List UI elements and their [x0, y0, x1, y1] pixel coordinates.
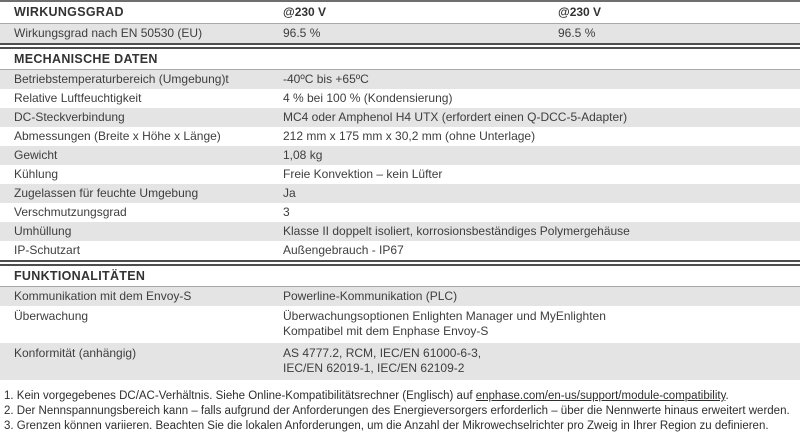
row-label: Umhüllung: [14, 224, 72, 238]
table-row: [0, 241, 800, 260]
footnote-2: 2. Der Nennspannungsbereich kann – falls aufgrund der Anforderungen des Energieversorgers erforderlich – über die Nennwerte hinaus erweitert werden.: [4, 405, 790, 417]
table-row: [0, 89, 800, 108]
footnotes: [0, 389, 800, 434]
column-header-230v-2: @230 V: [558, 5, 602, 19]
row-value: [283, 346, 800, 376]
footnote-1-period: .: [725, 390, 729, 402]
table-row: [0, 306, 800, 343]
row-label: Überwachung: [14, 309, 89, 323]
row-value-2: 96.5 %: [558, 26, 596, 40]
row-value-1: 96.5 %: [283, 26, 321, 40]
row-value: 212 mm x 175 mm x 30,2 mm (ohne Unterlage): [283, 129, 536, 143]
row-label: Zugelassen für feuchte Umgebung: [14, 186, 199, 200]
footnote-1-text: 1. Kein vorgegebenes DC/AC-Verhältnis. Siehe Online-Kompatibilitätsrechner (Englisch) auf: [4, 390, 476, 402]
row-value: Ja: [283, 186, 296, 200]
row-label: Wirkungsgrad nach EN 50530 (EU): [14, 26, 203, 40]
section-title-mechanische-daten: MECHANISCHE DATEN: [14, 52, 158, 66]
table-row: [0, 165, 800, 184]
table-row: [0, 146, 800, 165]
row-value: Freie Konvektion – kein Lüfter: [283, 167, 443, 181]
table-row: [0, 343, 800, 380]
row-value: -40ºC bis +65ºC: [283, 72, 369, 86]
row-value-line-2: IEC/EN 62019-1, IEC/EN 62109-2: [283, 361, 465, 375]
row-value: 3: [283, 205, 290, 219]
row-label: Relative Luftfeuchtigkeit: [14, 91, 142, 105]
table-row: [0, 287, 800, 306]
row-value-line-1: AS 4777.2, RCM, IEC/EN 61000-6-3,: [283, 346, 482, 360]
row-label: Verschmutzungsgrad: [14, 205, 127, 219]
row-label: DC-Steckverbindung: [14, 110, 125, 124]
row-label: Konformität (anhängig): [14, 346, 137, 360]
table-row-efficiency: [0, 24, 800, 43]
table-row: [0, 222, 800, 241]
row-value: 4 % bei 100 % (Kondensierung): [283, 91, 453, 105]
row-value: [283, 309, 800, 339]
row-value-line-2: Kompatibel mit dem Enphase Envoy-S: [283, 324, 489, 338]
row-value: Klasse II doppelt isoliert, korrosionsbeständiges Polymergehäuse: [283, 224, 630, 238]
mechanical-rows: [0, 70, 800, 260]
section-title-wirkungsgrad: WIRKUNGSGRAD: [14, 5, 124, 19]
table-row: [0, 127, 800, 146]
row-value: Powerline-Kommunikation (PLC): [283, 289, 458, 303]
row-value: MC4 oder Amphenol H4 UTX (erfordert einen Q-DCC-5-Adapter): [283, 110, 628, 124]
row-value-line-1: Überwachungsoptionen Enlighten Manager und MyEnlighten: [283, 309, 606, 323]
table-row: [0, 70, 800, 89]
footnote-3: 3. Grenzen können variieren. Beachten Sie die lokalen Anforderungen, um die Anzahl der Mikrowechselrichter pro Zweig in Ihrer Region zu definieren.: [4, 420, 769, 432]
module-compatibility-link[interactable]: enphase.com/en-us/support/module-compatibility: [475, 390, 726, 402]
row-label: Kühlung: [14, 167, 59, 181]
table-row: [0, 203, 800, 222]
table-row: [0, 108, 800, 127]
row-label: Betriebstemperaturbereich (Umgebung)t: [14, 72, 229, 86]
row-label: Kommunikation mit dem Envoy-S: [14, 289, 192, 303]
row-label: Gewicht: [14, 148, 58, 162]
table-row: [0, 184, 800, 203]
row-label: Abmessungen (Breite x Höhe x Länge): [14, 129, 221, 143]
row-label: IP-Schutzart: [14, 243, 81, 257]
section-efficiency-header: [0, 2, 800, 23]
row-value: Außengebrauch - IP67: [283, 243, 404, 257]
column-header-230v-1: @230 V: [283, 5, 327, 19]
section-title-funktionalitaeten: FUNKTIONALITÄTEN: [14, 269, 146, 283]
features-rows: [0, 287, 800, 380]
footnote-1: [4, 389, 800, 404]
row-value: 1,08 kg: [283, 148, 323, 162]
